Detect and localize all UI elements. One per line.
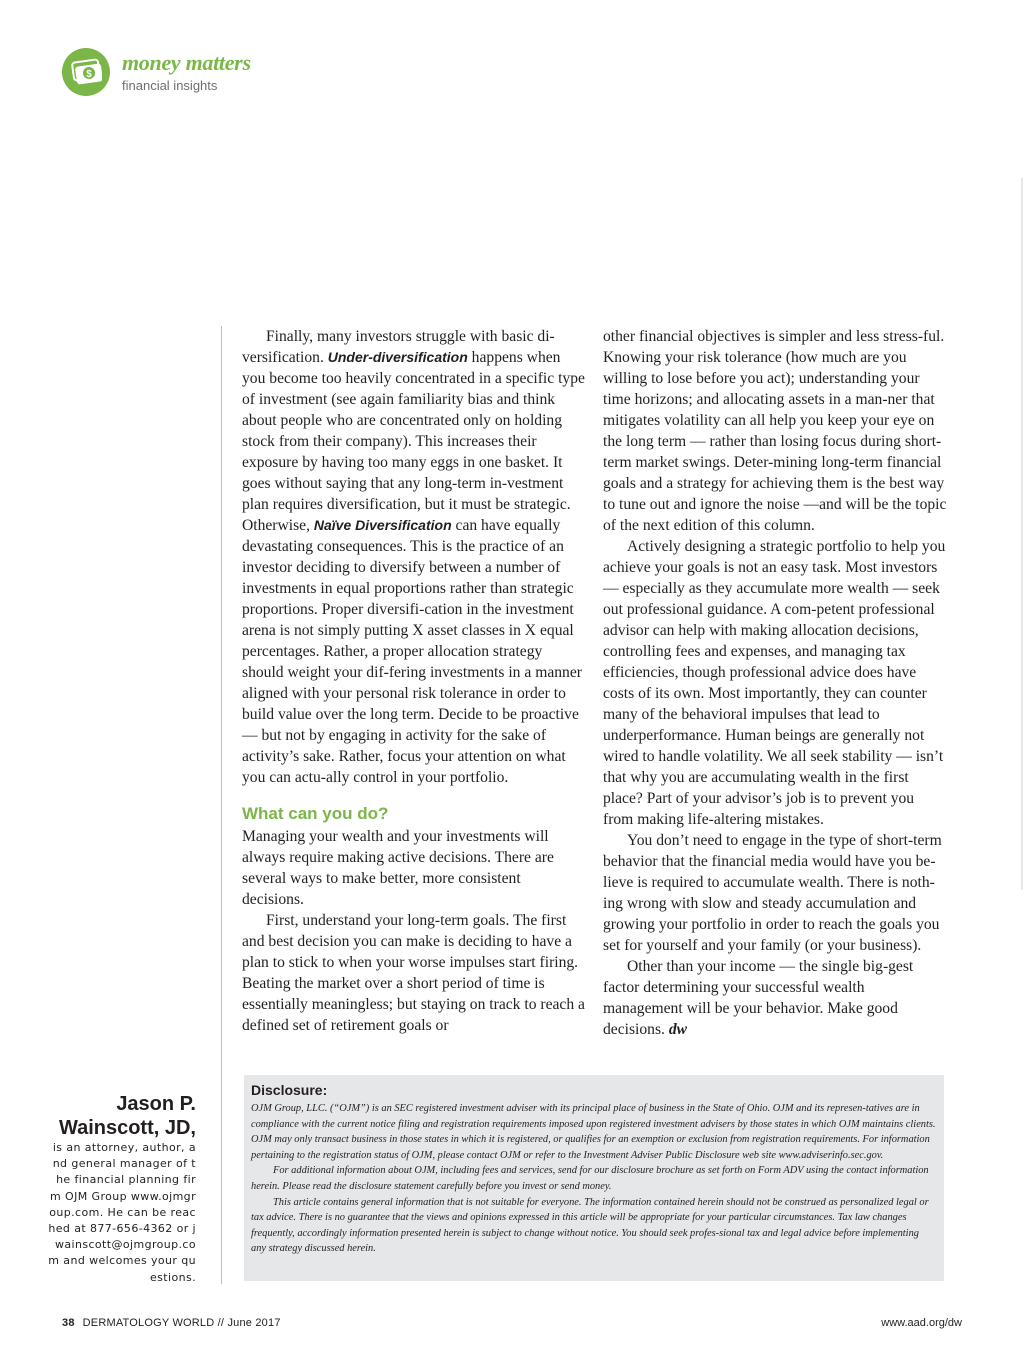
paragraph: First, understand your long-term goals. The first and best decision you can make is deciding to have a plan to stick to when your worse impulses start firing. Beating the market over a short period of time is essentially meaningless; but staying on track to reach a defined set of retirement goals or [242, 912, 585, 1034]
disclosure-box [244, 1075, 944, 1281]
issue-date: June 2017 [227, 1317, 281, 1329]
paragraph: You don’t need to engage in the type of short-term behavior that the financial media would have you be-lieve is required to accumulate wealth. There is noth-ing wrong with slow and steady accumulation and growing your portfolio in order to reach the goals you set for yourself and your family (or your business). [603, 832, 942, 954]
section-title: money matters [122, 50, 251, 75]
page-number: 38 [62, 1317, 75, 1329]
author-bio [48, 1092, 196, 1286]
footer-separator: // [217, 1317, 225, 1329]
paragraph: Other than your income — the single big-gest factor determining your successful wealth management will be your behavior. Make good decisions. dw [603, 958, 914, 1038]
subheading: What can you do? [242, 804, 389, 823]
disclosure-paragraph: OJM Group, LLC. (“OJM”) is an SEC registered investment adviser with its principal place of business in the State of Ohio. OJM and its represen-tatives are in compliance with the current notice filing and registration requirements imposed upon registered investment advisers by those states in which OJM maintains clients. OJM may only transact business in those states in which it is registered, or qualifies for an exemption or exclusion from registration requirements. For information pertaining to the registration status of OJM, please contact OJM or refer to the Investment Adviser Public Disclosure web site www.adviserinfo.sec.gov. [251, 1103, 936, 1161]
section-subtitle: financial insights [122, 78, 218, 93]
term-under-diversification: Under-diversification [327, 349, 468, 365]
column-divider [221, 326, 222, 1284]
paragraph: Managing your wealth and your investments will always require making active decisions. There are several ways to make better, more consistent decisions. [242, 828, 554, 908]
author-description: is an attorney, author, and general manager of the financial planning firm OJM Group www.ojmgroup.com. He can be reached at 877-656-4362 or jwainscott@ojmgroup.com and welcomes your questions. [48, 1141, 196, 1284]
disclosure-paragraph: This article contains general information that is not suitable for everyone. The information contained herein should not be construed as personalized legal or tax advice. There is no guarantee that the views and opinions expressed in this article will be appropriate for your particular circumstances. Tax law changes frequently, accordingly information presented herein is subject to change without notice. You should seek profes-sional tax and legal advice before implementing any strategy discussed herein. [251, 1196, 929, 1255]
author-name: Jason P. Wainscott, JD, [58, 1093, 196, 1139]
disclosure-title: Disclosure: [251, 1082, 328, 1098]
page-edge-rule [1021, 178, 1023, 890]
article-column-1 [242, 326, 586, 1036]
disclosure-paragraph: For additional information about OJM, including fees and services, send for our disclosure brochure as set forth on Form ADV using the contact information herein. Please read the disclosure statement carefully before you invest or send money. [251, 1165, 929, 1192]
paragraph: Actively designing a strategic portfolio to help you achieve your goals is not an easy task. Most investors — especially as they accumulate more wealth — seek out professional guidance. A com-petent professional advisor can help with making allocation decisions, controlling fees and expenses, and managing tax efficiencies, though professional advice does have costs of its own. Most importantly, they can counter many of the behavioral impulses that lead to underperformance. Human beings are generally not wired to handle volatility. We all seek stability — isn’t that why you are accumulating wealth in the first place? Part of your advisor’s job is to prevent you from making life-altering mistakes. [603, 538, 946, 828]
paragraph: other financial objectives is simpler and less stress-ful. Knowing your risk tolerance (how much are you willing to lose before you act); understanding your time horizons; and allocating assets in a man-ner that mitigates volatility can all help you keep your eye on the long term — rather than losing focus during short-term market swings. Deter-mining long-term financial goals and a strategy for achieving them is the best way to tune out and ignore the noise —and will be the topic of the next edition of this column. [603, 328, 947, 534]
footer-url[interactable]: www.aad.org/dw [881, 1317, 962, 1329]
end-mark: dw [668, 1021, 688, 1038]
term-naive-diversification: Naïve Diversification [313, 517, 452, 533]
publication-name: DERMATOLOGY WORLD [82, 1317, 215, 1329]
article-column-2 [603, 326, 947, 1040]
page-footer [62, 1317, 281, 1329]
svg-text:$: $ [86, 69, 92, 80]
money-dollar-icon [62, 48, 110, 96]
paragraph: Finally, many investors struggle with basic di-versification. Under-diversification happens when you become too heavily concentrated in a specific type of investment (see again familiarity bias and think about people who are concentrated only on holding stock from their company). This increases their exposure by having too many eggs in one basket. It goes without saying that any long-term in-vestment plan requires diversification, but it must be strategic. Otherwise, Naïve Diversification can have equally devastating consequences. This is the practice of an investor deciding to diversify between a number of investments in equal proportions rather than strategic proportions. Proper diversifi-cation in the investment arena is not simply putting X asset classes in X equal percentages. Rather, a proper allocation strategy should weight your dif-fering investments in a manner aligned with your personal risk tolerance in order to build value over the long term. Decide to be proactive — but not by engaging in activity for the sake of activity’s sake. Rather, focus your attention on what you can actu-ally control in your portfolio. [242, 328, 585, 786]
